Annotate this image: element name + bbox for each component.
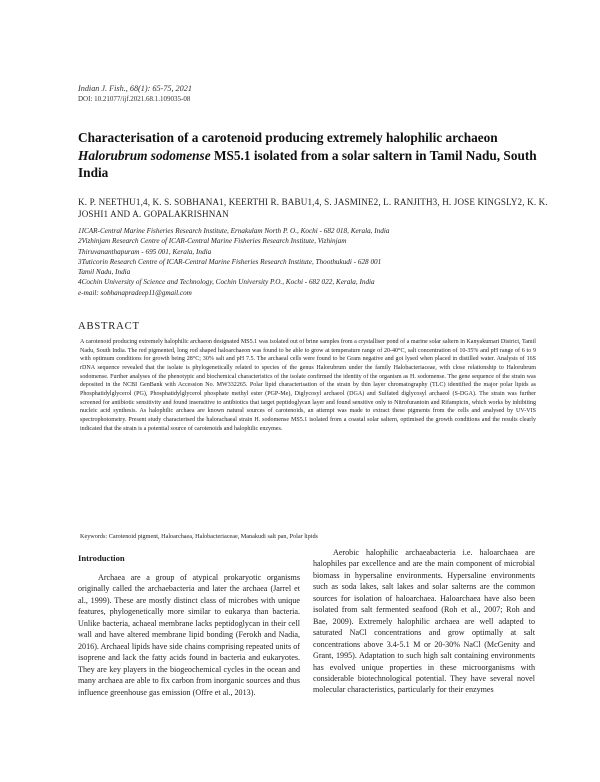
affiliation-4: 4Cochin University of Science and Technology, Cochin University P.O., Kochi - 682 022, Kerala, India bbox=[78, 278, 375, 287]
affiliation-3-cont: Tamil Nadu, India bbox=[78, 268, 131, 277]
contact-email: e-mail: sobhanapradeep11@gmail.com bbox=[78, 288, 192, 297]
introduction-heading: Introduction bbox=[78, 553, 125, 563]
title-line-2: MS5.1 isolated from a solar saltern in Tamil Nadu, South India bbox=[78, 147, 537, 180]
affiliations bbox=[78, 226, 548, 298]
journal-citation: Indian J. Fish., 68(1): 65-75, 2021 bbox=[78, 84, 192, 93]
intro-paragraph-1: Archaea are a group of atypical prokaryotic organisms originally called the archaebacteria and later the archaea (Jarrel et al., 1999). These are mostly distinct class of microbes with unique features, phylogenetically more similar to eukarya than bacteria. Unlike bacteria, achaeal membrane lacks peptidoglycan in their cell wall and have altered membrane lipid bonding (Ferokh and Nadia, 2016). Archaeal lipids have side chains comprising repeated units of isoprene and lack the fatty acids found in bacteria and eukaryotes. They are key players in the biogeochemical cycles in the ocean and many archaea are able to fix carbon from inorganic sources and thus influence greenhouse gas emission (Offre et al., 2013). bbox=[78, 573, 300, 697]
doi: DOI: 10.21077/ijf.2021.68.1.109035-08 bbox=[78, 95, 191, 103]
author-list: K. P. NEETHU1,4, K. S. SOBHANA1, KEERTHI R. BABU1,4, S. JASMINE2, L. RANJITH3, H. JOSE KINGSLY2, K. K. JOSHI1 AND A. GOPALAKRISHNAN bbox=[78, 197, 548, 219]
intro-paragraph-2: Aerobic halophilic archaeabacteria i.e. haloarchaea are halophiles par excellence and are the main component of microbial biomass in hypersaline environments. Hypersaline environments such as soda lakes, salt lakes and solar salterns are the common sources for isolation of haloarchaea. Haloarchaea have also been isolated from salt fermented seafood (Roh et al., 2007; Roh and Bae, 2009). Extremely halophilic archaea are well adapted to saturated NaCl concentrations and grow optimally at salt concentrations above 3.4-5.1 M or 20-30% NaCl (McGenity and Grant, 1995). Adaptation to such high salt containing environments has evolved unique properties in these microorganisms with considerable biotechnological potential. They have several novel molecular characteristics, particularly for their enzymes bbox=[313, 548, 535, 695]
title-species: Halorubrum sodomense bbox=[78, 147, 211, 163]
affiliation-2-cont: Thiruvananthapuram - 695 001, Kerala, India bbox=[78, 247, 212, 256]
abstract-heading: ABSTRACT bbox=[78, 321, 140, 332]
keywords: Keywords: Carotenoid pigment, Haloarchaea, Halobacteriaceae, Manakudi salt pan, Polar lipids bbox=[80, 533, 318, 540]
affiliation-2: 2Vizhinjam Research Centre of ICAR-Central Marine Fisheries Research Institute, Vizhinjam bbox=[78, 237, 347, 246]
title-line-1: Characterisation of a carotenoid producing extremely halophilic archaeon bbox=[78, 130, 498, 145]
introduction-left-column bbox=[78, 572, 300, 698]
introduction-right-column bbox=[313, 547, 535, 696]
affiliation-1: 1ICAR-Central Marine Fisheries Research Institute, Ernakulam North P. O., Kochi - 682 018, Kerala, India bbox=[78, 227, 390, 235]
abstract-text: A carotenoid producing extremely halophilic archaeon designated MS5.1 was isolated out of brine samples from a crystalliser pond of a marine solar saltern in Kanyakumari District, Tamil Nadu, South India. The red pigmented, long rod shaped haloarchaeon was found to be able to grow at temperature range of 20-40°C, salt concentration of 10-35% and pH range of 6 to 9 with optimum conditions for growth being 28°C; 30% salt and pH 7.5. The archaeal cells were found to be Gram negative and got lysed when placed in distilled water. Analysis of 16S rDNA sequence revealed that the isolate is phylogenetically related to species of the genus Halorubrum under the family Halobacteriaceae, with close relationship to Halorubrum sodomense. Further analyses of the phenotypic and biochemical characteristics of the isolate confirmed the identity of the organism as H. sodomense. The gene sequence of the strain was deposited in the NCBI GenBank with Accession No. MW332265. Polar lipid characterisation of the strain by thin layer chromatography (TLC) identified the major polar lipids as Phosphatidylglycerol (PG), Phosphatidylglycerol phosphate methyl ester (PGP-Me), Diglycosyl archaeol (DGA) and Sulfated diglycosyl archaeol (S-DGA). The strain was further screened for antibiotic sensitivity and found insensitive to antibiotics that target peptidoglycan layer and found sensitive only to Nitrofurantoin and Rifampicin, which works by inhibiting nucleic acid synthesis. As halophilic archaea are known natural sources of carotenoids, an attempt was made to extract these pigments from the cells and analysed by UV-VIS spectrophotometry. Present study characterised the halorachaeal strain H. sodomense MS5.1 isolated from a coastal solar saltern, optimised the growth conditions and the results clearly indicated that the strain is a potential source of carotenoids and halophilic enzymes. bbox=[80, 339, 536, 432]
affiliation-3: 3Tuticorin Research Centre of ICAR-Central Marine Fisheries Research Institute, Thoothukudi - 628 001 bbox=[78, 257, 382, 266]
paper-title bbox=[78, 129, 558, 182]
